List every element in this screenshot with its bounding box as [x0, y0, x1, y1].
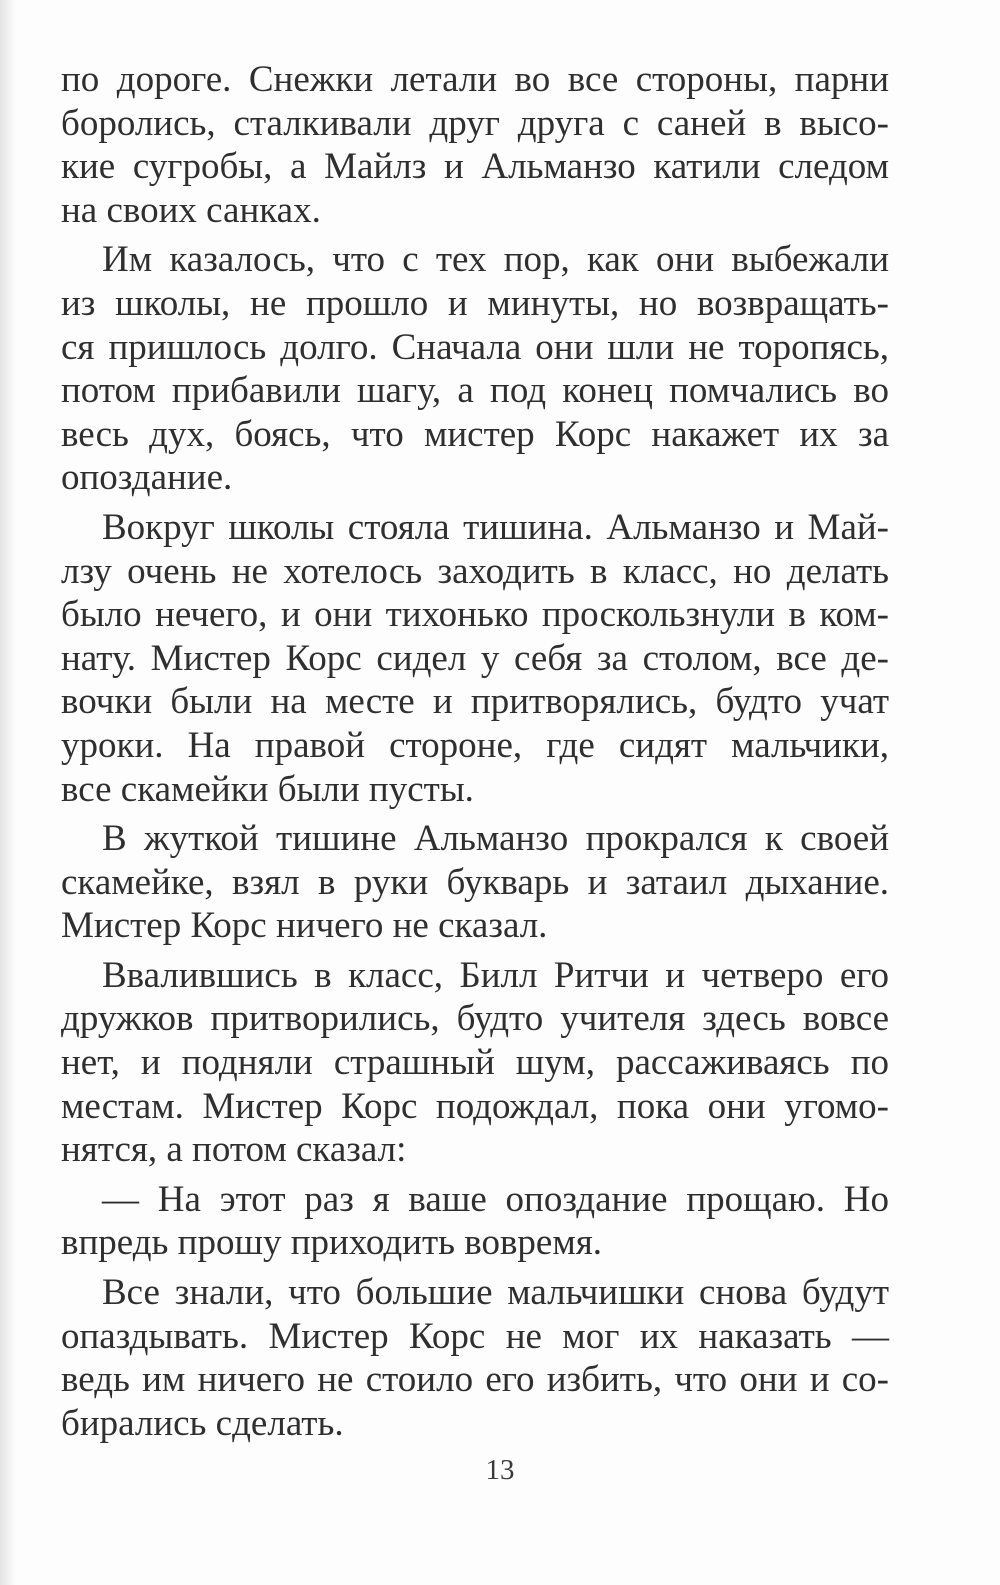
text-line: В жуткой тишине Альманзо прокрался к своей [102, 818, 889, 860]
text-line: бирались сделать. [61, 1402, 344, 1444]
text-line: дружков притворились, будто учителя здесь вовсе [61, 998, 889, 1040]
paragraph [61, 817, 889, 948]
text-line: потом прибавили шагу, а под конец помчались во [61, 370, 889, 412]
text-line: скамейке, взял в руки букварь и затаил дыхание. [61, 861, 889, 903]
text-line: вочки были на месте и притворялись, будто учат [61, 681, 889, 723]
text-line: опаздывать. Мистер Корс не мог их наказать — [61, 1315, 889, 1357]
paragraph [61, 506, 889, 811]
text-line: местам. Мистер Корс подождал, пока они угомо- [61, 1085, 889, 1127]
text-line: Вокруг школы стояла тишина. Альманзо и Май- [102, 506, 889, 548]
text-line: Им казалось, что с тех пор, как они выбежали [102, 239, 889, 281]
text-line: лзу очень не хотелось заходить в класс, но делать [61, 550, 889, 592]
paragraph [61, 238, 889, 500]
text-line: Мистер Корс ничего не сказал. [61, 905, 548, 947]
paragraph [61, 954, 889, 1172]
text-line: впредь прошу приходить вовремя. [61, 1222, 603, 1264]
text-line: ведь им ничего не стоило его избить, что они и со- [61, 1359, 889, 1401]
text-line: нату. Мистер Корс сидел у себя за столом, все де- [61, 637, 889, 679]
text-line: ся пришлось долго. Сначала они шли не торопясь, [61, 326, 889, 368]
text-line: было нечего, и они тихонько проскользнули в ком- [61, 594, 889, 636]
text-line: все скамейки были пусты. [61, 768, 474, 810]
paragraph [61, 1178, 889, 1265]
text-line: боролись, сталкивали друг друга с саней в высо- [61, 102, 889, 144]
text-line: кие сугробы, а Майлз и Альманзо катили следом [61, 146, 889, 188]
text-line: Все знали, что большие мальчишки снова будут [102, 1272, 889, 1314]
text-line: нятся, а потом сказал: [61, 1129, 407, 1171]
text-line: опоздание. [61, 457, 233, 499]
text-line: нет, и подняли страшный шум, рассаживаясь по [61, 1042, 889, 1084]
body-text [61, 58, 889, 1451]
text-line: Ввалившись в класс, Билл Ритчи и четверо его [102, 954, 889, 996]
text-line: уроки. На правой стороне, где сидят мальчики, [61, 724, 889, 766]
text-line: — На этот раз я ваше опоздание прощаю. Но [102, 1178, 889, 1220]
text-line: весь дух, боясь, что мистер Корс накажет их за [61, 413, 889, 455]
text-line: из школы, не прошло и минуты, но возвращать- [61, 282, 889, 324]
page-number: 13 [485, 1454, 515, 1486]
text-line: по дороге. Снежки летали во все стороны, парни [61, 59, 889, 100]
text-line: на своих санках. [61, 189, 321, 231]
page-binding-shadow [0, 0, 16, 1585]
paragraph [61, 1271, 889, 1445]
paragraph [61, 58, 889, 232]
